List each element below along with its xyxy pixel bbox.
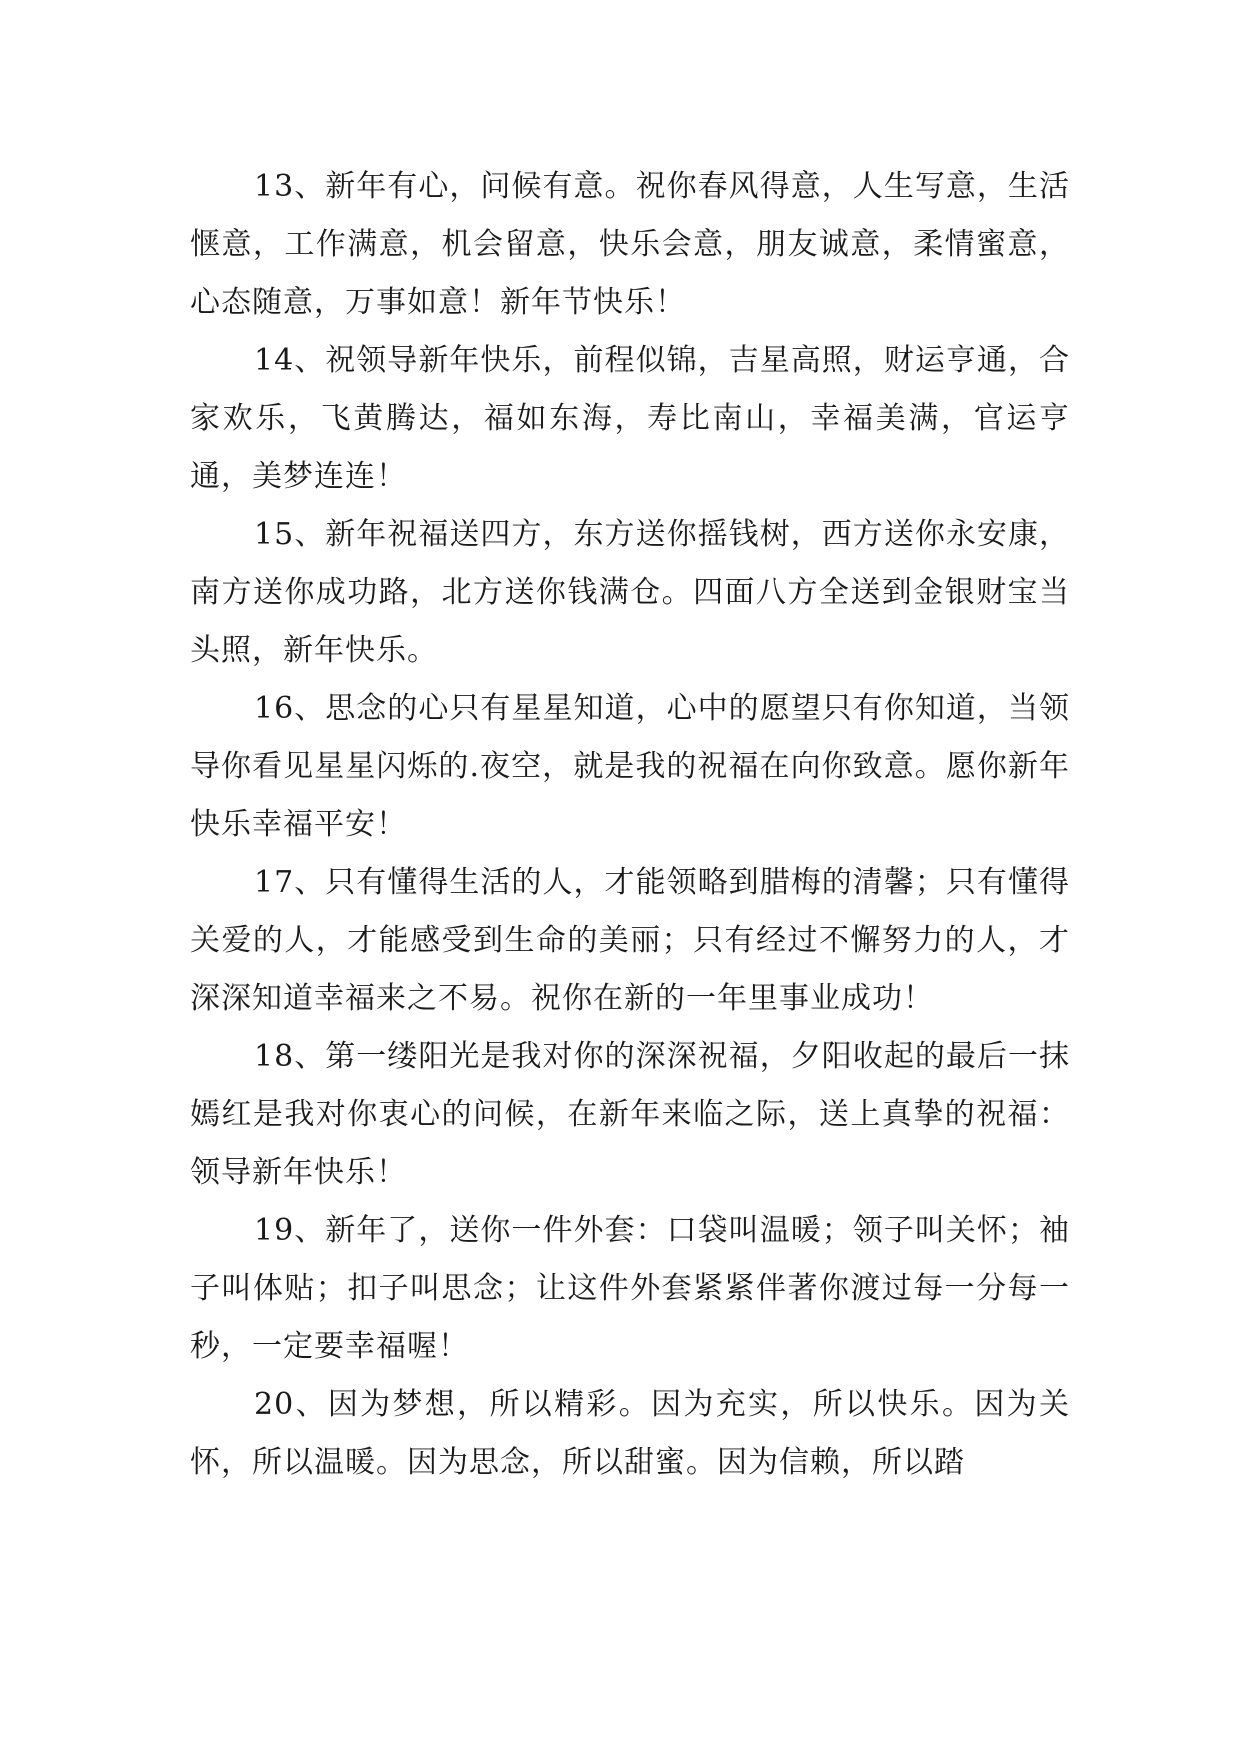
paragraph-13: 13、新年有心，问候有意。祝你春风得意，人生写意，生活惬意，工作满意，机会留意，快乐会意，朋友诚意，柔情蜜意，心态随意，万事如意！新年节快乐！	[190, 169, 1070, 320]
paragraph-19: 19、新年了，送你一件外套：口袋叫温暖；领子叫关怀；袖子叫体贴；扣子叫思念；让这件外套紧紧伴著你渡过每一分每一秒，一定要幸福喔！	[190, 1213, 1070, 1364]
paragraph-15: 15、新年祝福送四方，东方送你摇钱树，西方送你永安康，南方送你成功路，北方送你钱满仓。四面八方全送到金银财宝当头照，新年快乐。	[190, 517, 1070, 668]
document-body	[190, 158, 1070, 1492]
paragraph-14: 14、祝领导新年快乐，前程似锦，吉星高照，财运亨通，合家欢乐，飞黄腾达，福如东海，寿比南山，幸福美满，官运亨通，美梦连连！	[190, 343, 1070, 494]
paragraph-16: 16、思念的心只有星星知道，心中的愿望只有你知道，当领导你看见星星闪烁的.夜空，就是我的祝福在向你致意。愿你新年快乐幸福平安！	[190, 691, 1070, 842]
paragraph-20: 20、因为梦想，所以精彩。因为充实，所以快乐。因为关怀，所以温暖。因为思念，所以甜蜜。因为信赖，所以踏	[190, 1387, 1070, 1480]
paragraph-18: 18、第一缕阳光是我对你的深深祝福，夕阳收起的最后一抹嫣红是我对你衷心的问候，在新年来临之际，送上真挚的祝福：领导新年快乐！	[190, 1039, 1070, 1190]
paragraph-17: 17、只有懂得生活的人，才能领略到腊梅的清馨；只有懂得关爱的人，才能感受到生命的美丽；只有经过不懈努力的人，才深深知道幸福来之不易。祝你在新的一年里事业成功！	[190, 865, 1070, 1016]
